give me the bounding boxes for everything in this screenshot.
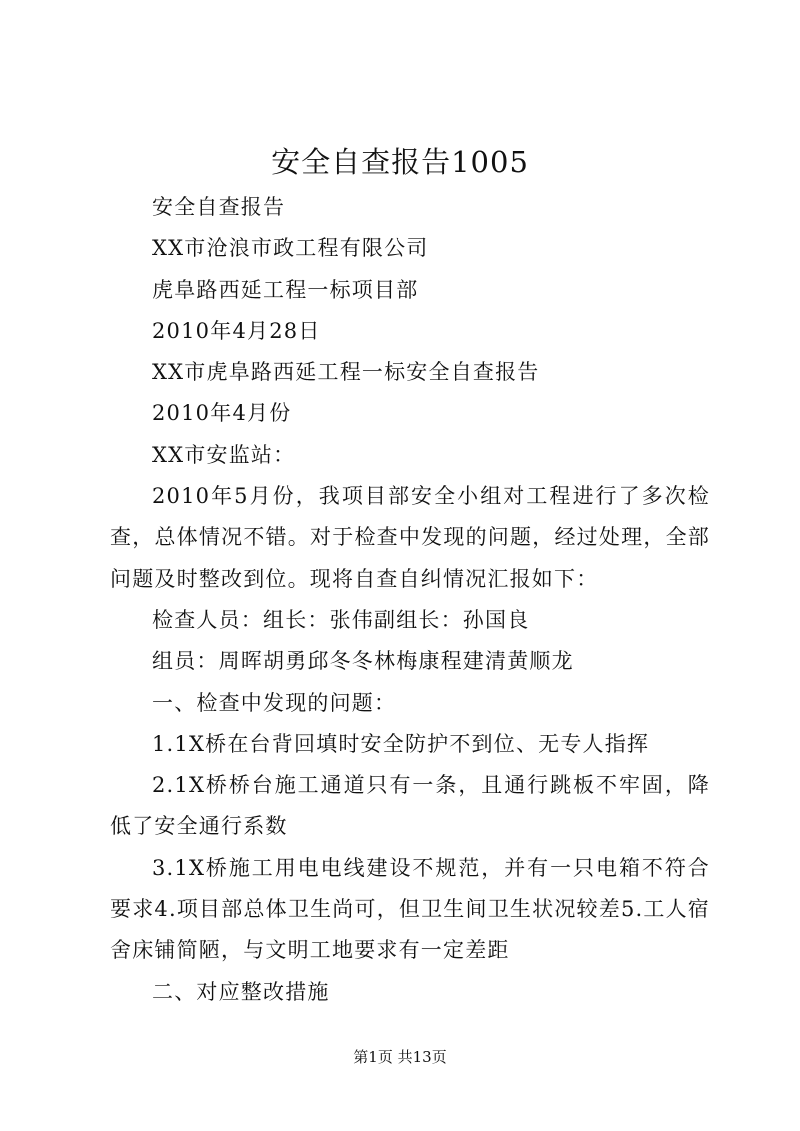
paragraph-report-heading: 安全自查报告 <box>152 195 286 219</box>
paragraph-month: 2010年4月份 <box>152 401 292 426</box>
list-item: 1.1X桥在台背回填时安全防护不到位、无专人指挥 <box>152 731 650 756</box>
paragraph-addressee: XX市安监站： <box>152 442 296 467</box>
section-heading-measures: 二、对应整改措施 <box>152 979 330 1004</box>
paragraph-company: XX市沧浪市政工程有限公司 <box>152 236 429 261</box>
section-heading-problems: 一、检查中发现的问题： <box>152 690 397 715</box>
document-body <box>110 187 710 1013</box>
paragraph-project-dept: 虎阜路西延工程一标项目部 <box>152 277 419 302</box>
document-title: 安全自查报告1005 <box>271 145 529 179</box>
paragraph-members: 组员：周晖胡勇邱冬冬林梅康程建清黄顺龙 <box>152 649 574 674</box>
paragraph-inspectors: 检查人员：组长：张伟副组长：孙国良 <box>152 607 530 632</box>
list-item: 3.1X桥施工用电电线建设不规范，并有一只电箱不符合要求4.项目部总体卫生尚可，但卫生间卫生状况较差5.工人宿舍床铺简陋，与文明工地要求有一定差距 <box>110 855 710 963</box>
page-footer: 第1页 共13页 <box>353 1048 447 1066</box>
paragraph-report-title: XX市虎阜路西延工程一标安全自查报告 <box>152 360 540 385</box>
list-item: 2.1X桥桥台施工通道只有一条，且通行跳板不牢固，降低了安全通行系数 <box>110 773 710 839</box>
paragraph-date: 2010年4月28日 <box>152 318 321 343</box>
paragraph-intro: 2010年5月份，我项目部安全小组对工程进行了多次检查，总体情况不错。对于检查中发现的问题，经过处理，全部问题及时整改到位。现将自查自纠情况汇报如下： <box>110 484 710 591</box>
